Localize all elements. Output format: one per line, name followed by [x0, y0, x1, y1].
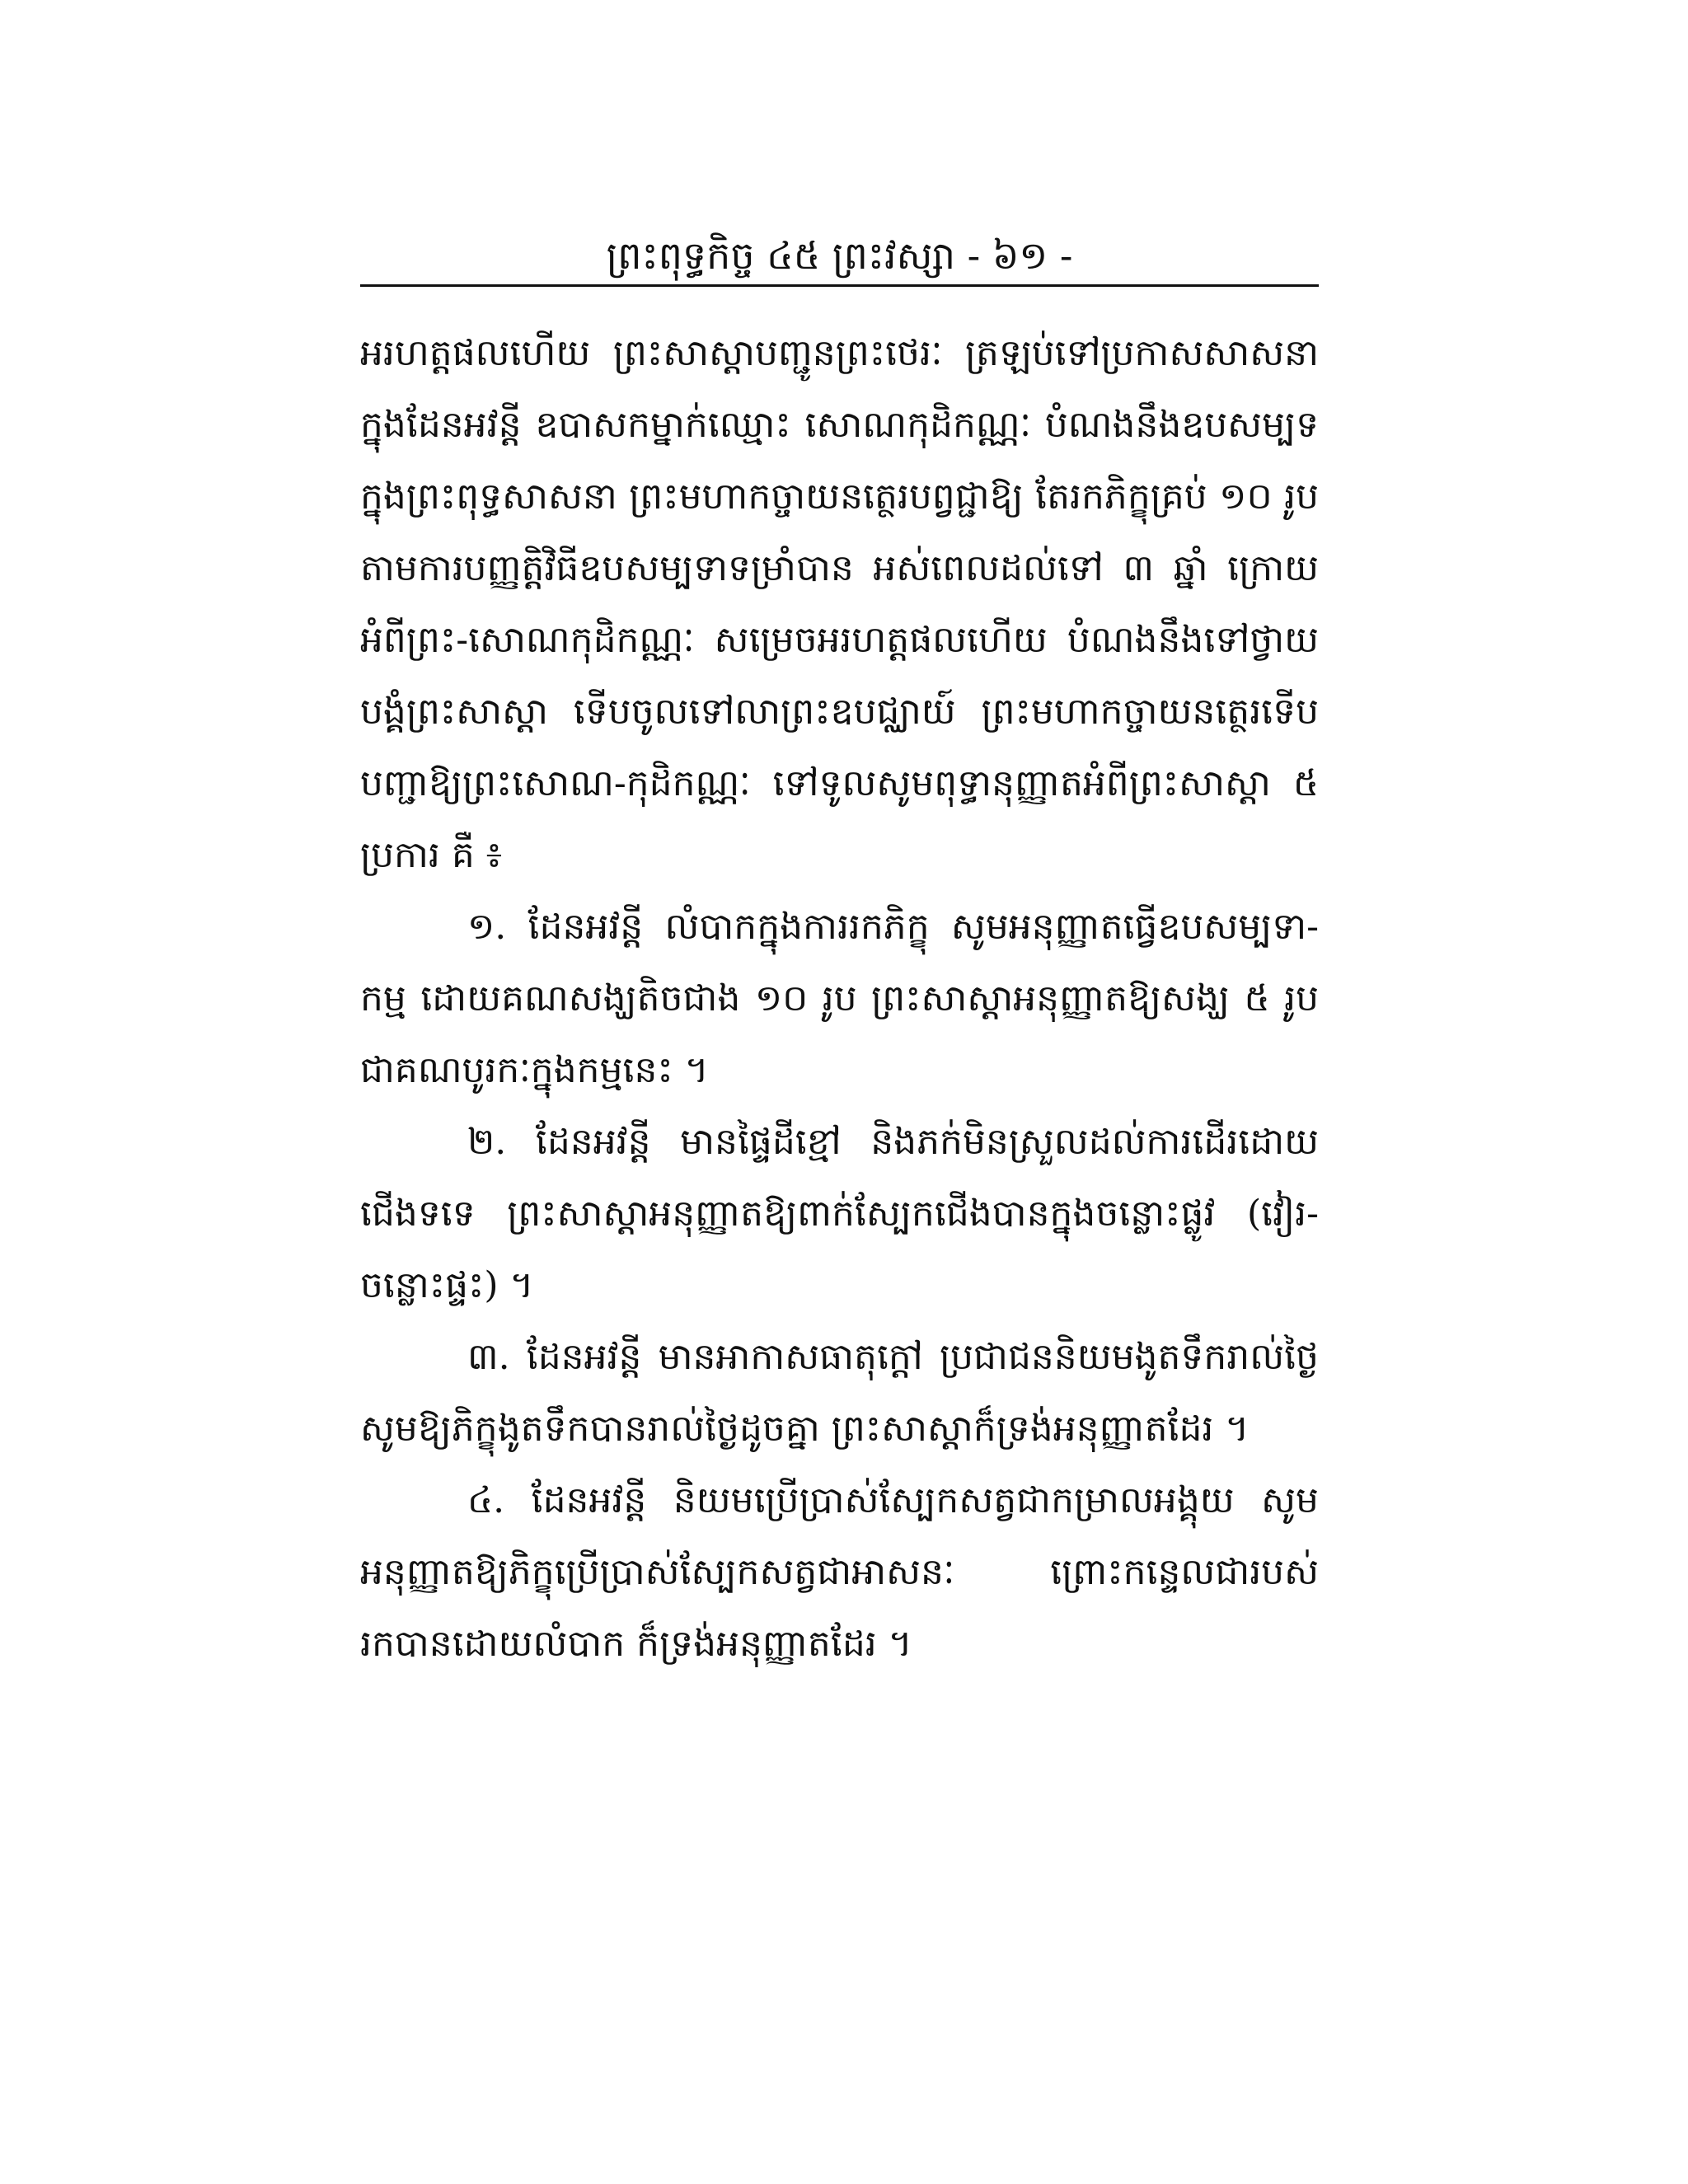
- header-rule: [360, 284, 1319, 287]
- paragraph-item-1: ១. ដែនអវន្តី លំបាកក្នុងការរកភិក្ខុ សូមអនុញ្ញាតធ្វើឧបសម្បទា-កម្ម ដោយគណសង្ឃតិចជាង ១០ រូប ព្រះសាស្តាអនុញ្ញាតឱ្យសង្ឃ ៥ រូប ជាគណបូរកៈក្នុងកម្មនេះ ។: [360, 906, 1319, 1091]
- paragraph-item-2: ២. ដែនអវន្តី មានផ្ទៃដីខ្មៅ និងភក់មិនស្រួលដល់ការដើរដោយជើងទទេ ព្រះសាស្តាអនុញ្ញាតឱ្យពាក់ស្បែកជើងបានក្នុងចន្លោះផ្លូវ (វៀរ-ចន្លោះផ្ទះ) ។: [360, 1121, 1319, 1306]
- paragraph-intro: អរហត្តផលហើយ ព្រះសាស្តាបញ្ជូនព្រះថេរៈ ត្រឡប់ទៅប្រកាសសាសនាក្នុងដែនអវន្តី ឧបាសកម្នាក់ឈ្មោះ សោណកុដិកណ្ណៈ បំណងនឹងឧបសម្បទក្នុងព្រះពុទ្ធសាសនា ព្រះមហាកច្ចាយនត្ថេរបព្វជ្ជាឱ្យ តែរកភិក្ខុគ្រប់ ១០ រូបតាមការបញ្ញត្តិវិធីឧបសម្បទាទម្រាំបាន អស់ពេលដល់ទៅ ៣ ឆ្នាំ ក្រោយអំពីព្រះ-សោណកុដិកណ្ណៈ សម្រេចអរហត្តផលហើយ បំណងនឹងទៅថ្វាយបង្គំព្រះសាស្តា ទើបចូលទៅលាព្រះឧបជ្ឈាយ៍ ព្រះមហាកច្ចាយនត្ថេរទើបបញ្ជាឱ្យព្រះសោណ-កុដិកណ្ណៈ ទៅទូលសូមពុទ្ធានុញ្ញាតអំពីព្រះសាស្តា ៥ ប្រការ គឺ ៖: [360, 332, 1319, 876]
- paragraph-item-3: ៣. ដែនអវន្តី មានអាកាសធាតុក្តៅ ប្រជាជននិយមងូតទឹករាល់ថ្ងៃ សូមឱ្យភិក្ខុងូតទឹកបានរាល់ថ្ងៃដូចគ្នា ព្រះសាស្តាក៏ទ្រង់អនុញ្ញាតដែរ ។: [360, 1336, 1319, 1450]
- body-text: [360, 317, 1319, 1680]
- paragraph-item-4: ៤. ដែនអវន្តី និយមប្រើប្រាស់ស្បែកសត្វជាកម្រាលអង្គុយ សូមអនុញ្ញាតឱ្យភិក្ខុប្រើប្រាស់ស្បែកសត្វជាអាសនៈ ព្រោះកន្ទេលជារបស់រកបានដោយលំបាក ក៏ទ្រង់អនុញ្ញាតដែរ ។: [360, 1479, 1319, 1665]
- running-header: ព្រះពុទ្ធកិច្ច ៤៥ ព្រះវស្សា - ៦១ -: [606, 233, 1073, 278]
